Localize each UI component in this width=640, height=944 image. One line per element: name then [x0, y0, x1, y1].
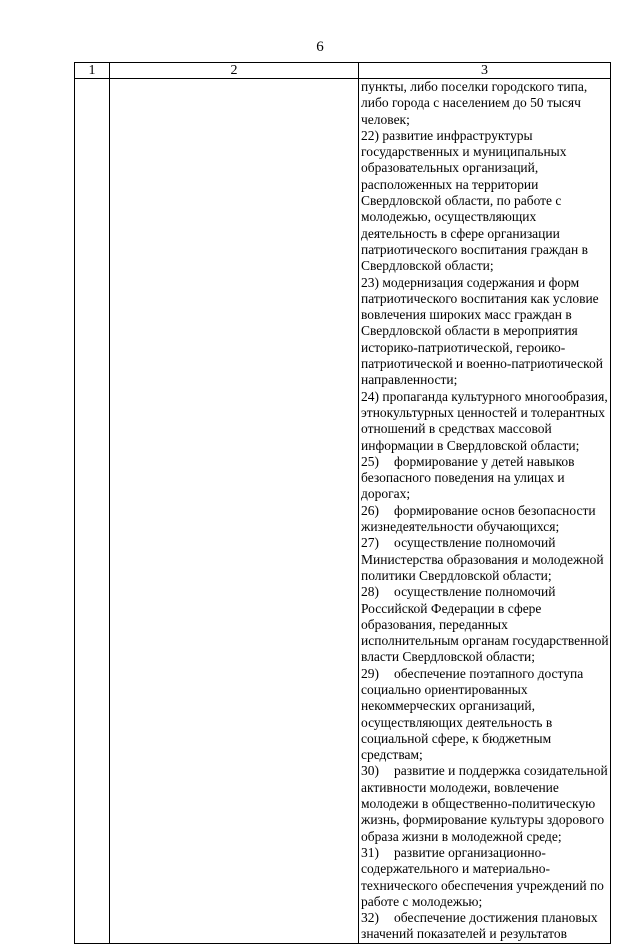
item-text: пункты, либо поселки городского типа, либо города с населением до 50 тысяч человек;: [361, 79, 588, 127]
item-text: пропаганда культурного многообразия, этнокультурных ценностей и толерантных отношений в средствах массовой информации в Свердловской области;: [361, 388, 608, 453]
list-item: [361, 535, 609, 584]
item-number: 25): [361, 453, 379, 469]
list-item: [361, 275, 609, 389]
item-number: 22): [361, 127, 379, 143]
list-item: [361, 454, 609, 503]
page-number: 6: [316, 39, 324, 55]
table-cell-col3: [359, 79, 611, 944]
table-cell-col1: [75, 79, 110, 944]
list-item: [361, 79, 609, 128]
column-header-2: 2: [110, 63, 359, 79]
item-number: 32): [361, 910, 379, 926]
list-item: [361, 666, 609, 764]
document-table: [74, 62, 611, 944]
item-text: формирование основ безопасности жизнедеятельности обучающихся;: [361, 502, 596, 535]
item-text: модернизация содержания и форм патриотического воспитания как условие вовлечения широких масс граждан в Свердловской области в мероприятия историко-патриотической, героико-патриотической и военно-патриотической направленности;: [361, 274, 603, 388]
item-number: 26): [361, 502, 379, 518]
list-item: [361, 389, 609, 454]
item-list: [361, 79, 609, 943]
list-item: [361, 910, 609, 943]
table-cell-col2: [110, 79, 359, 944]
item-number: 28): [361, 584, 379, 600]
table-row: [75, 79, 611, 944]
item-number: 29): [361, 665, 379, 681]
list-item: [361, 503, 609, 536]
list-item: [361, 845, 609, 910]
item-text: обеспечение поэтапного доступа социально ориентированных некоммерческих организаций, осуществляющих деятельность в социальной сфере, к бюджетным средствам;: [361, 665, 584, 763]
item-number: 24): [361, 388, 379, 404]
list-item: [361, 763, 609, 844]
table-header-row: [75, 63, 611, 79]
item-number: 23): [361, 274, 379, 290]
item-text: развитие инфраструктуры государственных и муниципальных образовательных организаций, расположенных на территории Свердловской области, по работе с молодежью, осуществляющих деятельность в сфере организации патриотического воспитания граждан в Свердловской области;: [361, 127, 589, 274]
item-text: осуществление полномочий Министерства образования и молодежной политики Свердловской области;: [361, 535, 604, 583]
item-text: осуществление полномочий Российской Федерации в сфере образования, переданных исполнительным органам государственной власти Свердловской области;: [361, 584, 609, 665]
column-header-3: 3: [359, 63, 611, 79]
item-text: обеспечение достижения плановых значений показателей и результатов: [361, 910, 598, 942]
item-text: развитие организационно-содержательного и материально-технического обеспечения учреждений по работе с молодежью;: [361, 844, 604, 909]
item-number: 31): [361, 844, 379, 860]
column-header-1: 1: [75, 63, 110, 79]
item-number: 27): [361, 535, 379, 551]
list-item: [361, 128, 609, 275]
item-text: развитие и поддержка созидательной активности молодежи, вовлечение молодежи в общественно-политическую жизнь, формирование культуры здорового образа жизни в молодежной среде;: [361, 763, 608, 844]
item-number: 30): [361, 763, 379, 779]
item-text: формирование у детей навыков безопасного поведения на улицах и дорогах;: [361, 453, 575, 502]
list-item: [361, 584, 609, 665]
